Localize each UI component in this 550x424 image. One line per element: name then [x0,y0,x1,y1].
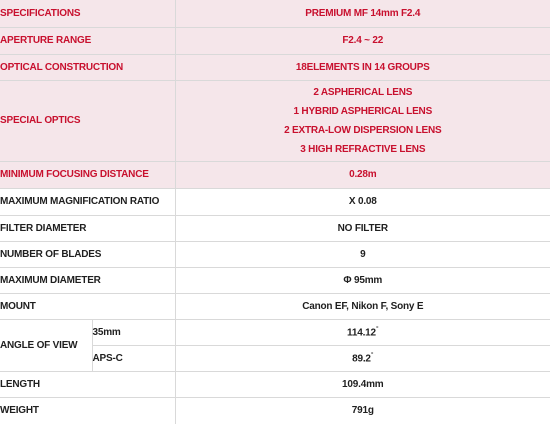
min-focusing-distance-value: 0.28m [175,161,550,188]
special-optics-label: SPECIAL OPTICS [0,80,175,161]
special-optics-item: 2 ASPHERICAL LENS [313,86,413,98]
number-of-blades-value: 9 [175,241,550,267]
row-special-optics [0,80,550,161]
row-minimum-focusing-distance [0,161,550,188]
filter-diameter-value: NO FILTER [175,215,550,241]
row-filter-diameter [0,215,550,241]
specifications-value: PREMIUM MF 14mm F2.4 [175,0,550,27]
row-aperture-range [0,27,550,54]
specifications-label: SPECIFICATIONS [0,0,175,27]
length-label: LENGTH [0,371,175,397]
degree-symbol: ° [375,325,379,333]
min-focusing-distance-label: MINIMUM FOCUSING DISTANCE [0,161,175,188]
row-number-of-blades [0,241,550,267]
number-of-blades-label: NUMBER OF BLADES [0,241,175,267]
angle-of-view-35mm-number: 114.12 [347,327,376,339]
angle-of-view-apsc-number: 89.2 [352,353,371,365]
length-value: 109.4mm [175,371,550,397]
degree-symbol: ° [370,351,374,359]
maximum-diameter-value: Φ 95mm [175,267,550,293]
mount-label: MOUNT [0,293,175,319]
special-optics-item: 1 HYBRID ASPHERICAL LENS [293,105,433,117]
optical-construction-label: OPTICAL CONSTRUCTION [0,54,175,80]
angle-of-view-label: ANGLE OF VIEW [0,319,92,371]
angle-of-view-35mm-label: 35mm [92,319,175,345]
aperture-range-value: F2.4 ~ 22 [175,27,550,54]
angle-of-view-apsc-label: APS-C [92,345,175,371]
row-maximum-magnification-ratio [0,188,550,215]
optical-construction-value: 18ELEMENTS IN 14 GROUPS [175,54,550,80]
row-angle-of-view-35mm [0,319,550,345]
special-optics-values [175,80,550,161]
row-maximum-diameter [0,267,550,293]
special-optics-item: 2 EXTRA-LOW DISPERSION LENS [284,124,442,136]
row-mount [0,293,550,319]
filter-diameter-label: FILTER DIAMETER [0,215,175,241]
weight-value: 791g [175,397,550,424]
row-optical-construction [0,54,550,80]
angle-of-view-35mm-value [175,319,550,345]
row-specifications [0,0,550,27]
max-magnification-value: X 0.08 [175,188,550,215]
aperture-range-label: APERTURE RANGE [0,27,175,54]
special-optics-item: 3 HIGH REFRACTIVE LENS [300,143,426,155]
maximum-diameter-label: MAXIMUM DIAMETER [0,267,175,293]
max-magnification-label: MAXIMUM MAGNIFICATION RATIO [0,188,175,215]
weight-label: WEIGHT [0,405,39,417]
row-length [0,371,550,397]
mount-value: Canon EF, Nikon F, Sony E [175,293,550,319]
angle-of-view-apsc-value [175,345,550,371]
row-weight [0,397,550,424]
